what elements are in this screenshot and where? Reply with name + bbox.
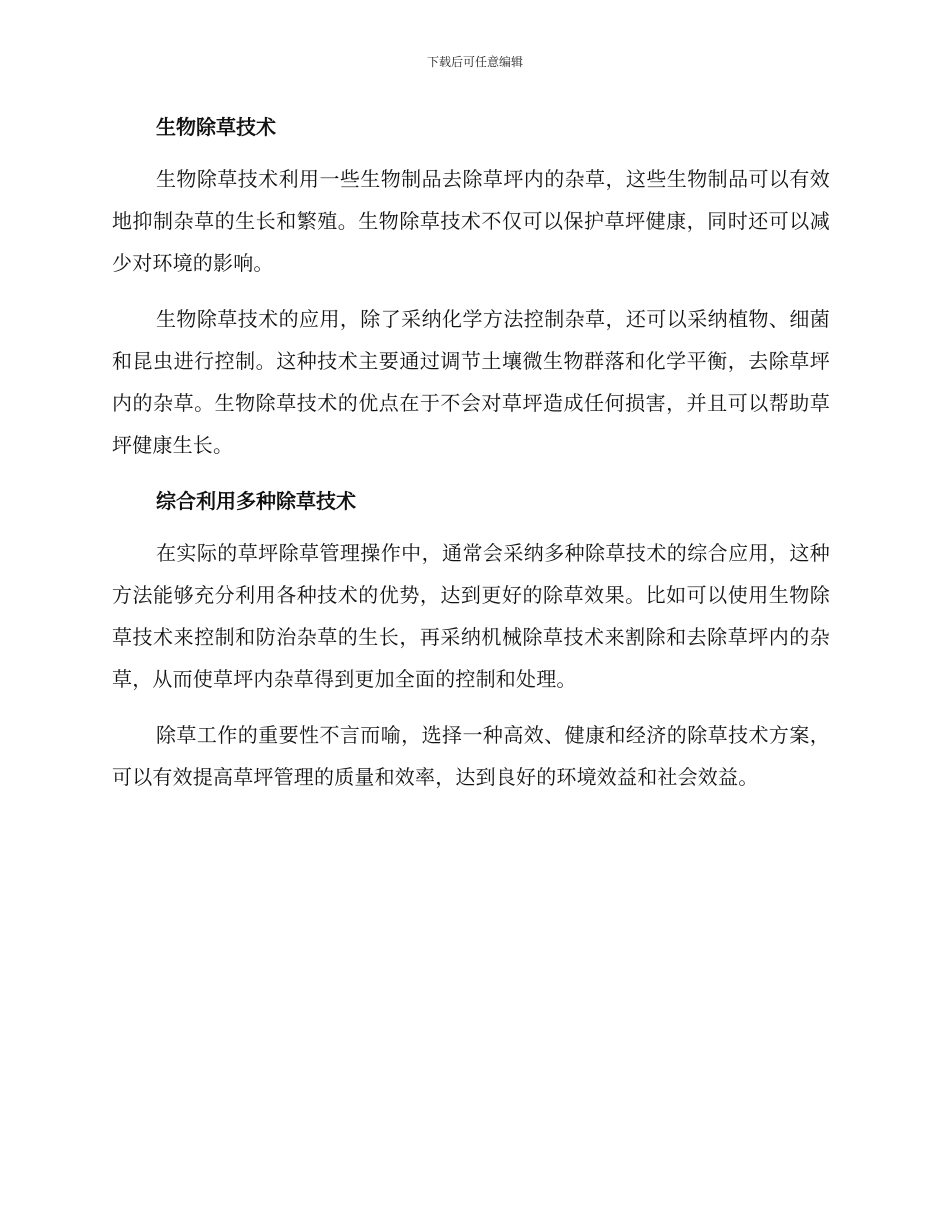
section-heading-biological-weeding: 生物除草技术 (156, 115, 276, 139)
page-header: 下载后可任意编辑 (426, 55, 523, 69)
paragraph-biological-weeding-application: 生物除草技术的应用，除了采纳化学方法控制杂草，还可以采纳植物、细菌和昆虫进行控制。这种技术主要通过调节土壤微生物群落和化学平衡，去除草坪内的杂草。生物除草技术的优点在于不会对草坪造成任何损害，并且可以帮助草坪健康生长。 (112, 307, 830, 457)
document-body (112, 106, 830, 798)
paragraph-integrated-weeding-practice: 在实际的草坪除草管理操作中，通常会采纳多种除草技术的综合应用，这种方法能够充分利用各种技术的优势，达到更好的除草效果。比如可以使用生物除草技术来控制和防治杂草的生长，再采纳机械除草技术来割除和去除草坪内的杂草，从而使草坪内杂草得到更加全面的控制和处理。 (112, 541, 830, 691)
paragraph-weeding-importance: 除草工作的重要性不言而喻，选择一种高效、健康和经济的除草技术方案，可以有效提高草坪管理的质量和效率，达到良好的环境效益和社会效益。 (112, 723, 830, 789)
paragraph-biological-weeding-intro: 生物除草技术利用一些生物制品去除草坪内的杂草，这些生物制品可以有效地抑制杂草的生长和繁殖。生物除草技术不仅可以保护草坪健康，同时还可以减少对环境的影响。 (112, 167, 830, 275)
section-heading-integrated-weeding: 综合利用多种除草技术 (156, 489, 356, 513)
